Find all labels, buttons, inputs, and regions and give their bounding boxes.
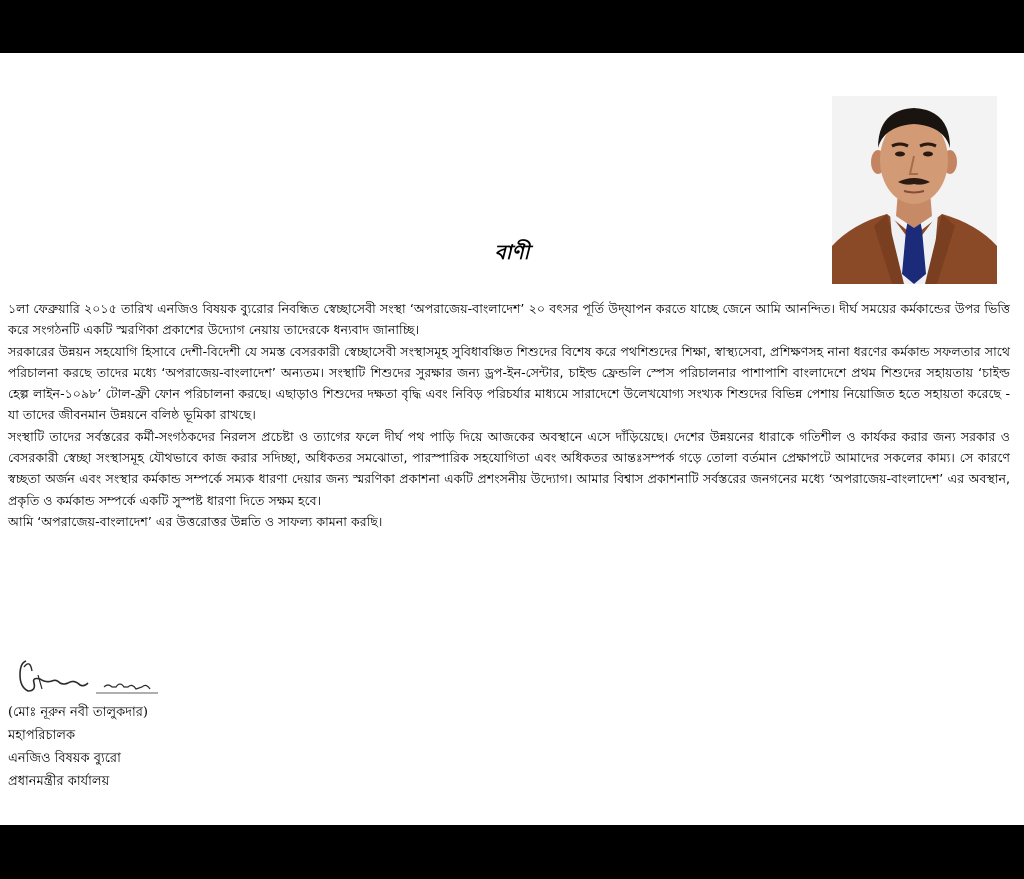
paragraph: সংস্থাটি তাদের সর্বস্তরের কর্মী-সংগঠকদের নিরলস প্রচেষ্টা ও ত্যাগের ফলে দীর্ঘ পথ পাড়ি দিয়ে আজকের অবস্থানে এসে দাঁড়িয়েছে। দেশের উন্নয়নের ধারাকে গতিশীল ও কার্যকর করার জন্য সরকার ও বেসরকারী স্বেচ্ছা সংস্থাসমূহ যৌথভাবে কাজ করার সদিচ্ছা, অধিকতর সমঝোতা, পারস্পারিক সহযোগিতা এবং অধিকতর আন্তঃসম্পর্ক গড়ে তোলা বর্তমান প্রেক্ষাপটে আমাদের সকলের কাম্য। সে কারণে স্বচ্ছতা অর্জন এবং সংস্থার কর্মকান্ড সম্পর্কে সম্যক ধারণা দেয়ার জন্য স্মরণিকা প্রকাশনা একটি প্রশংসনীয় উদ্যোগ। আমার বিশ্বাস প্রকাশনাটি সর্বস্তরের জনগনের মধ্যে ‘অপরাজেয়-বাংলাদেশ’ এর অবস্থান, প্রকৃতি ও কর্মকান্ড সম্পর্কে একটি সুস্পষ্ট ধারণা দিতে সক্ষম হবে। <box>8 428 1010 508</box>
signatory-block <box>8 701 148 793</box>
message-page <box>0 53 1024 825</box>
paragraph: সরকারের উন্নয়ন সহযোগি হিসাবে দেশী-বিদেশী যে সমস্ত বেসরকারী স্বেচ্ছাসেবী সংস্থাসমূহ সুবিধাবঞ্চিত শিশুদের বিশেষ করে পথশিশুদের শিক্ষা, স্বাস্থ্যসেবা, প্রশিক্ষণসহ নানা ধরণের কর্মকান্ড সফলতার সাথে পরিচালনা করছে তাদের মধ্যে ‘অপরাজেয়-বাংলাদেশ’ অন্যতম। সংস্থাটি শিশুদের সুরক্ষার জন্য ড্রপ-ইন-সেন্টার, চাইল্ড ফ্রেন্ডলি স্পেস পরিচালনার পাশাপাশি বাংলাদেশে প্রথম শিশুদের সহায়তায় ‘চাইল্ড হেল্প লাইন-১০৯৮’ টোল-ফ্রী ফোন পরিচালনা করছে। এছাড়াও শিশুদের দক্ষতা বৃদ্ধি এবং নিবিড় পরিচর্যার মাধ্যমে সারাদেশে উলেখযোগ্য সংখ্যক শিশুদের বিভিন্ন পেশায় নিয়োজিত হতে সহায়তা করেছে - যা তাদের জীবনমান উন্নয়নে বলিষ্ঠ ভূমিকা রাখছে। <box>8 343 1010 423</box>
signatory-office: এনজিও বিষয়ক ব্যুরো <box>8 751 121 766</box>
signature-image <box>8 653 168 703</box>
signatory-designation: মহাপরিচালক <box>8 728 76 743</box>
message-title: বাণী <box>494 240 530 264</box>
message-body <box>8 298 1010 532</box>
paragraph: ১লা ফেব্রুয়ারি ২০১৫ তারিখ এনজিও বিষয়ক ব্যুরোর নিবন্ধিত স্বেচ্ছাসেবী সংস্থা ‘অপরাজেয়-বাংলাদেশ’ ২০ বৎসর পূর্তি উদ্‌যাপন করতে যাচ্ছে জেনে আমি আনন্দিত। দীর্ঘ সময়ের কর্মকান্ডের উপর ভিত্তি করে সংগঠনটি একটি স্মরণিকা প্রকাশের উদ্যোগ নেয়ায় তাদেরকে ধন্যবাদ জানাচ্ছি। <box>8 301 1010 338</box>
paragraph: আমি ‘অপরাজেয়-বাংলাদেশ’ এর উত্তরোত্তর উন্নতি ও সাফল্য কামনা করছি। <box>8 513 383 529</box>
signatory-ministry: প্রধানমন্ত্রীর কার্যালয় <box>8 774 110 789</box>
signatory-name: (মোঃ নূরুন নবী তালুকদার) <box>8 705 148 720</box>
handwritten-signature <box>8 653 168 703</box>
